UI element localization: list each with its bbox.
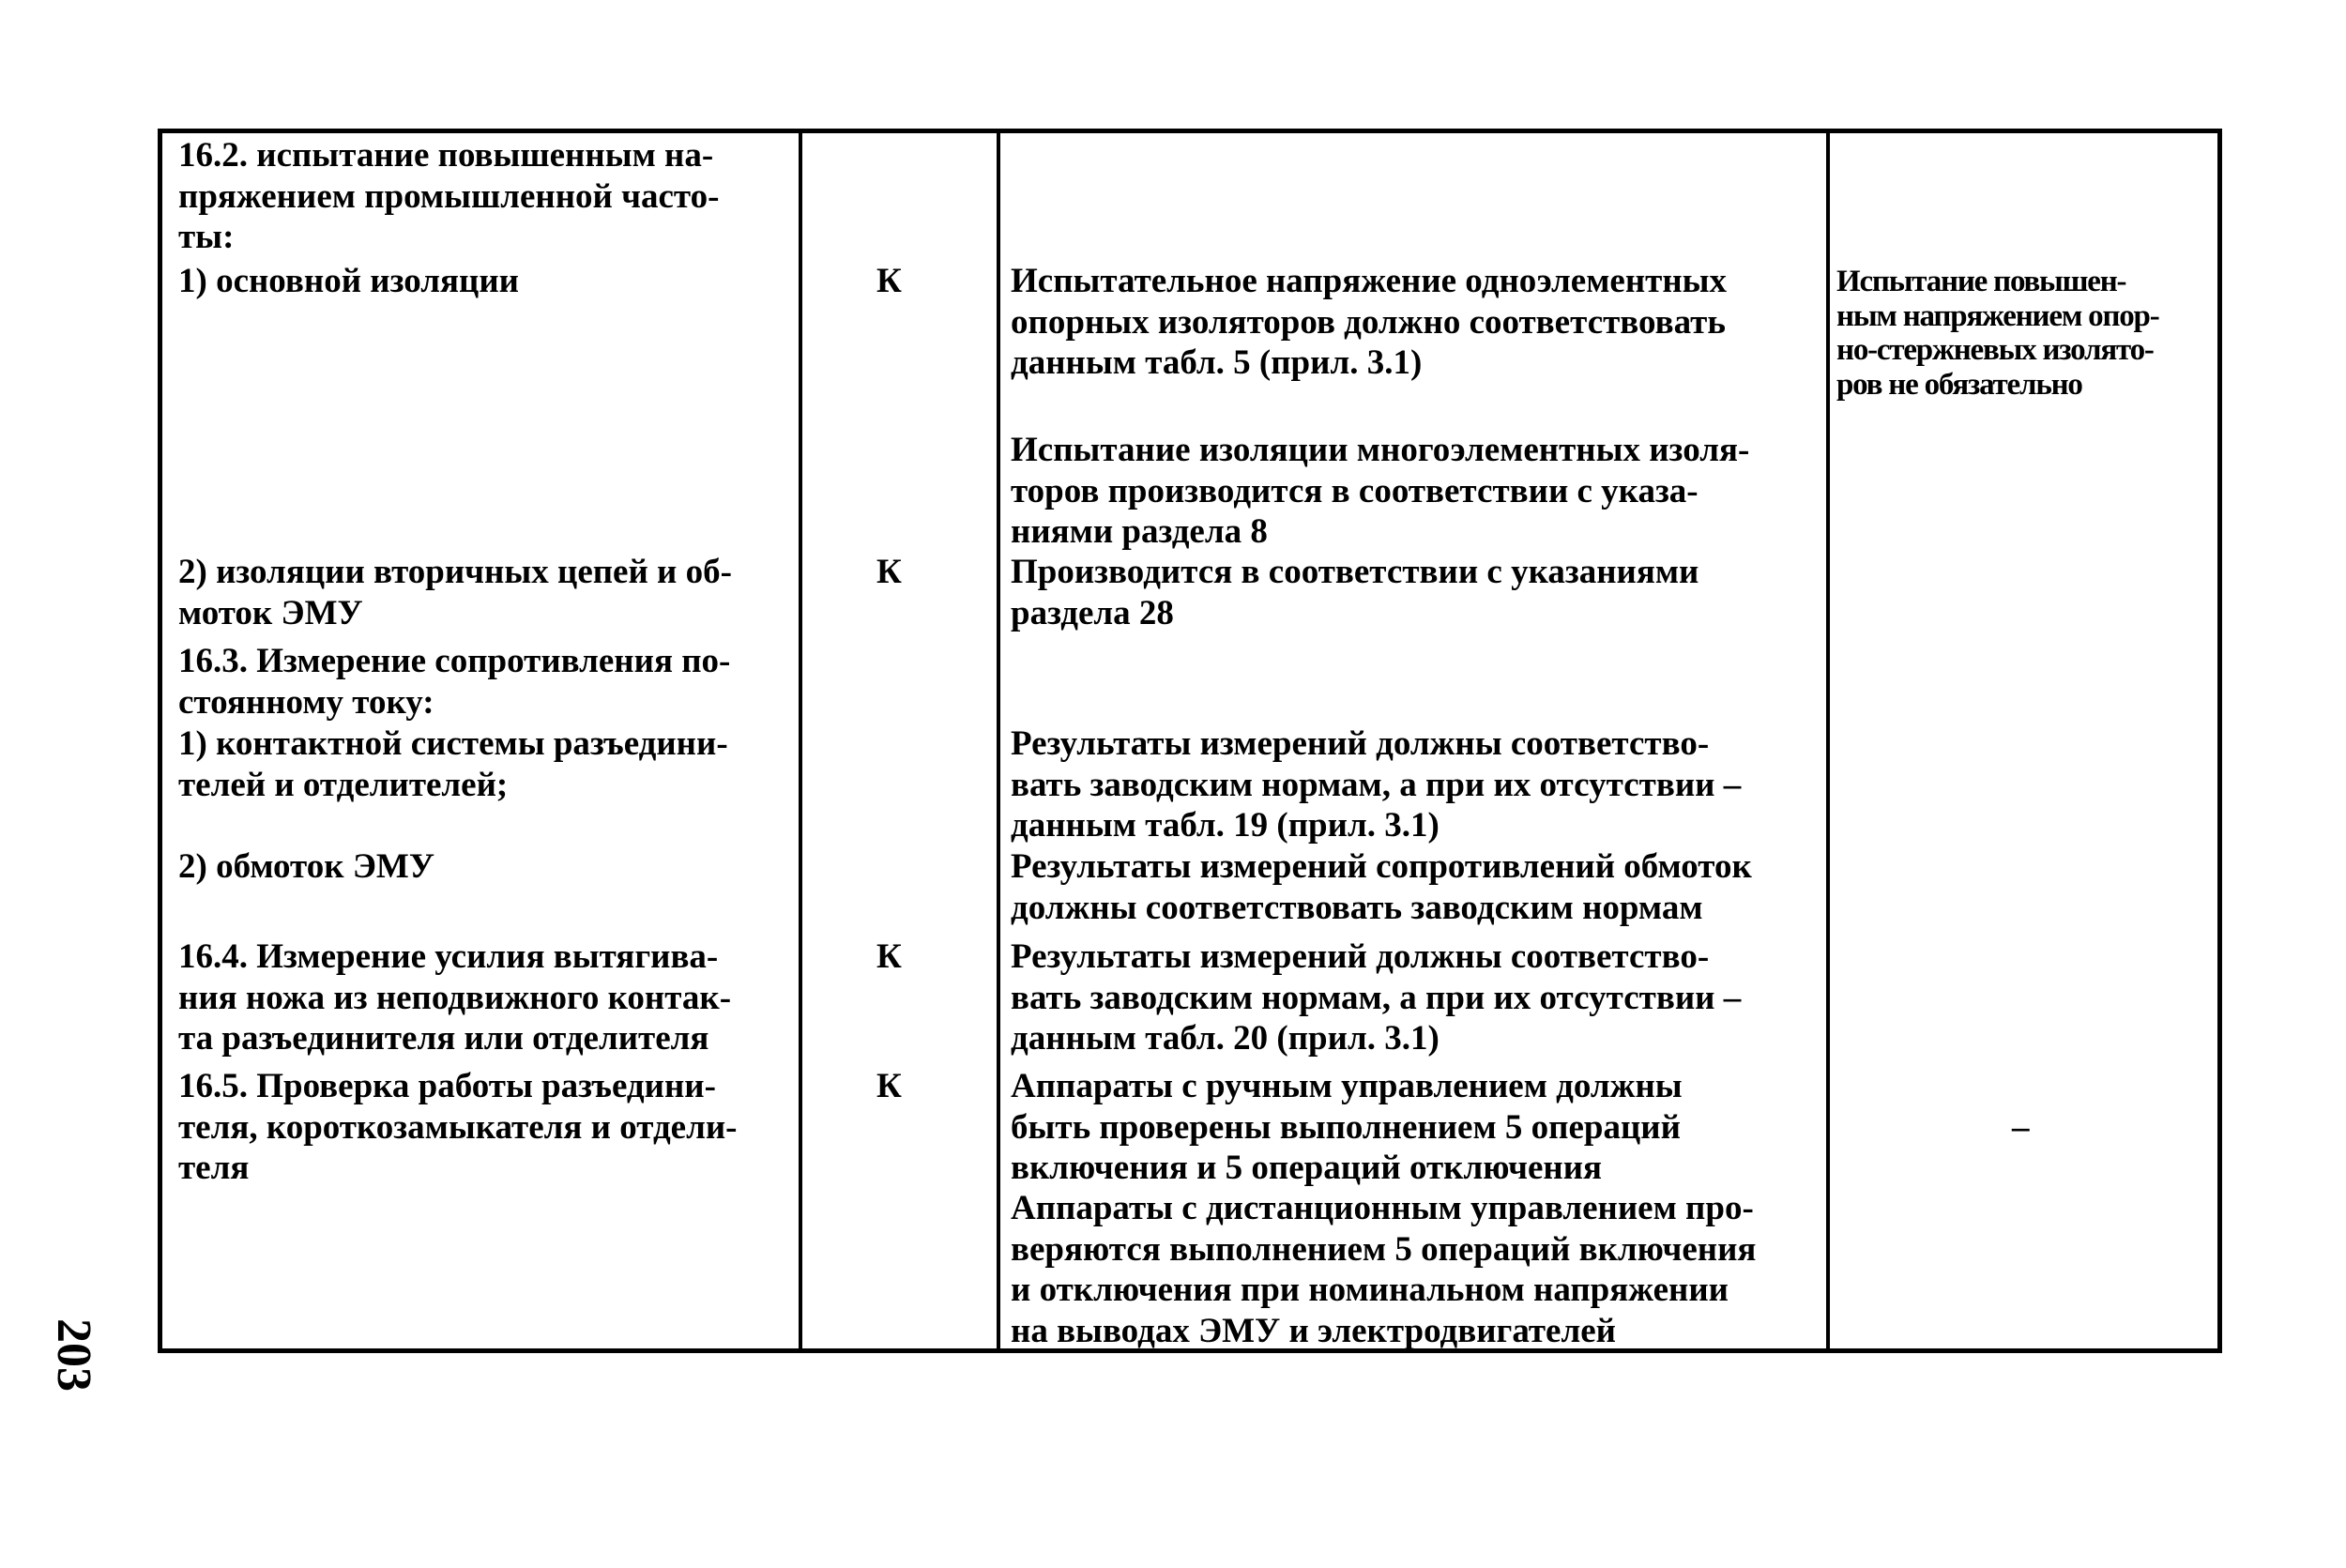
column-divider-1 <box>799 133 802 1348</box>
norm-remote-control: Аппараты с дистанционным управлением про- веряются выполнением 5 операций включения и отключения при номинальном напряжении на выводах ЭМУ и электродвигателей <box>1011 1189 1757 1350</box>
item-16-3-2-emu-windings: 2) обмоток ЭМУ <box>178 847 434 886</box>
norm-winding-resistance: Результаты измерений сопротивлений обмоток должны соответствовать заводским нормам <box>1011 847 1752 927</box>
item-16-3-1-contact-system: 1) контактной системы разъедини- телей и отделителей; <box>178 724 728 804</box>
category-mark: К <box>876 937 902 976</box>
norm-secondary-circuits: Производится в соответствии с указаниями раздела 28 <box>1011 553 1699 632</box>
note-dash: – <box>2012 1108 2030 1147</box>
norm-manual-control: Аппараты с ручным управлением должны быть проверены выполнением 5 операций включения и 5 операций отключения <box>1011 1067 1683 1187</box>
norm-pull-force: Результаты измерений должны соответство- вать заводским нормам, а при их отсутствии – данным табл. 20 (прил. 3.1) <box>1011 937 1742 1058</box>
norm-multi-element-insulators: Испытание изоляции многоэлементных изоля- торов производится в соответствии с указа- ниями раздела 8 <box>1011 431 1750 551</box>
category-mark: К <box>876 553 902 591</box>
item-16-2-header: 16.2. испытание повышенным на- пряжением промышленной часто- ты: <box>178 136 720 256</box>
category-mark: К <box>876 1067 902 1105</box>
item-16-5-operation-check: 16.5. Проверка работы разъедини- теля, короткозамыкателя и отдели- теля <box>178 1067 738 1187</box>
item-16-3-header: 16.3. Измерение сопротивления по- стоянному току: <box>178 642 731 722</box>
norm-single-element-insulators: Испытательное напряжение одноэлементных опорных изоляторов должно соответствовать данным табл. 5 (прил. 3.1) <box>1011 262 1728 382</box>
note-post-insulators: Испытание повышен- ным напряжением опор- но-стержневых изолято- ров не обязательно <box>1836 265 2159 402</box>
column-divider-3 <box>1826 133 1830 1348</box>
column-divider-2 <box>997 133 1000 1348</box>
item-16-2-1-main-insulation: 1) основной изоляции <box>178 262 519 300</box>
page-number: 203 <box>47 1318 100 1392</box>
norm-contact-resistance: Результаты измерений должны соответство- вать заводским нормам, а при их отсутствии – данным табл. 19 (прил. 3.1) <box>1011 724 1742 845</box>
item-16-4-pull-force: 16.4. Измерение усилия вытягива- ния ножа из неподвижного контак- та разъединителя или отделителя <box>178 937 732 1058</box>
item-16-2-2-secondary-insulation: 2) изоляции вторичных цепей и об- моток ЭМУ <box>178 553 732 632</box>
category-mark: К <box>876 262 902 300</box>
